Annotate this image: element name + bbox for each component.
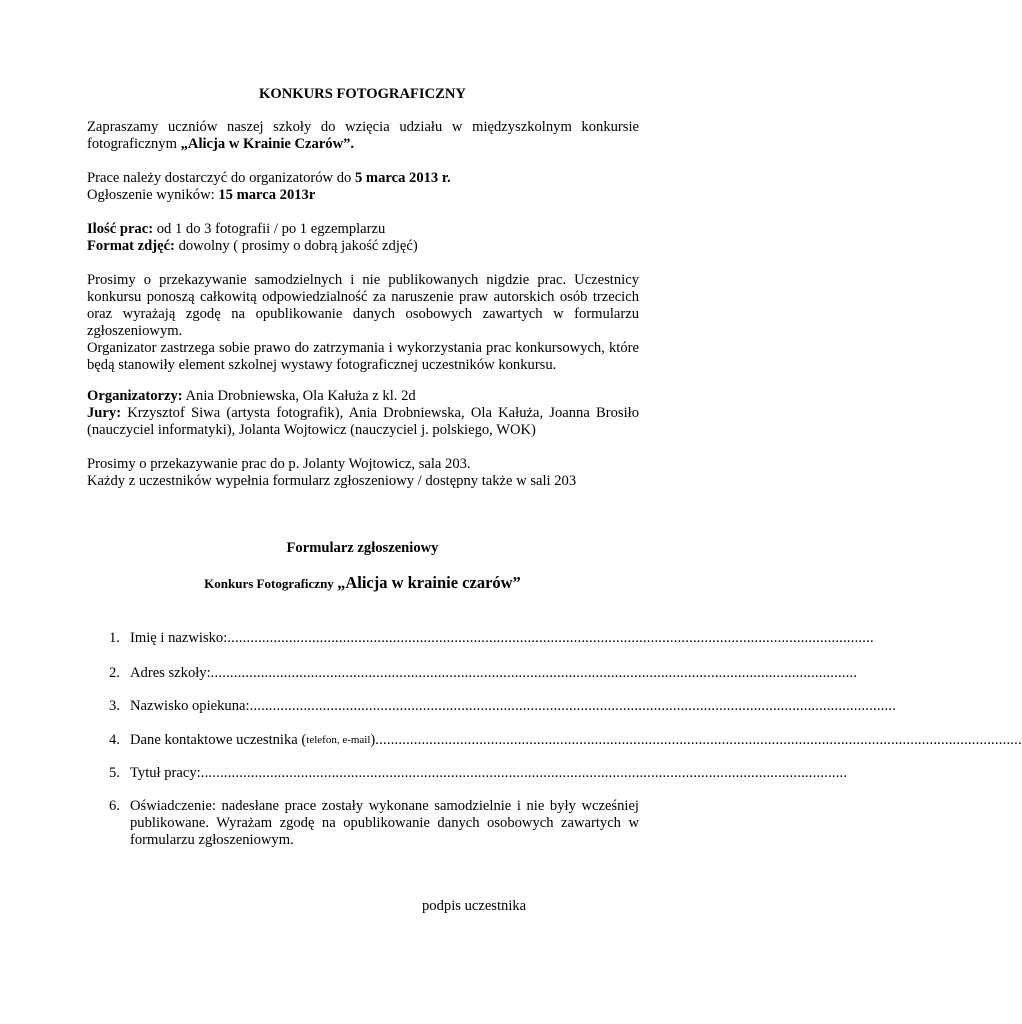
photo-format-line bbox=[87, 238, 639, 255]
submission-section bbox=[87, 456, 639, 490]
jury-label: Jury: bbox=[87, 405, 122, 421]
photo-format-value: dowolny ( prosimy o dobrą jakość zdjęć) bbox=[174, 238, 418, 254]
form-field-name[interactable] bbox=[109, 630, 874, 647]
works-count-line bbox=[87, 221, 639, 238]
field-label: Nazwisko opiekuna: bbox=[130, 698, 250, 714]
organizers-label: Organizatorzy: bbox=[87, 388, 183, 404]
photo-format-label: Format zdjęć: bbox=[87, 238, 175, 254]
dates-section bbox=[87, 170, 639, 204]
field-label: Imię i nazwisko: bbox=[130, 630, 228, 646]
field-label-hint: telefon, e-mail bbox=[306, 734, 371, 746]
rules-text: Prosimy o przekazywanie samodzielnych i nie publikowanych nigdzie prac. Uczestnicy konkursu ponoszą całkowitą odpowiedzialność za naruszenie praw autorskich osób trzecich oraz wyrażają zgodę na opublikowanie danych osobowych zawartych w formularzu zgłoszeniowym. bbox=[87, 272, 639, 339]
field-label: Dane kontaktowe uczestnika ( bbox=[130, 732, 307, 748]
deadline-text: Prace należy dostarczyć do organizatorów do bbox=[87, 170, 355, 186]
field-label-end: ) bbox=[370, 732, 376, 748]
jury-line bbox=[87, 405, 639, 439]
field-number: 1. bbox=[109, 630, 120, 646]
deadline-date: 5 marca 2013 r. bbox=[354, 170, 451, 186]
requirements-section bbox=[87, 221, 639, 255]
results-text: Ogłoszenie wyników: bbox=[87, 187, 219, 203]
statement-number: 6. bbox=[109, 798, 120, 814]
form-field-school-address[interactable] bbox=[109, 665, 858, 682]
jury-value: Krzysztof Siwa (artysta fotografik), Ania Drobniewska, Ola Kałuża, Joanna Brosiło (nauczyciel informatyki), Jolanta Wojtowicz (nauczyciel j. polskiego, WOK) bbox=[87, 405, 639, 438]
field-label: Tytuł pracy: bbox=[130, 765, 201, 781]
field-fill-line[interactable]: ........................................................................................................................................................................ bbox=[227, 630, 874, 646]
field-number: 4. bbox=[109, 732, 120, 748]
contest-name: „Alicja w Krainie Czarów”. bbox=[180, 136, 355, 152]
organizers-value: Ania Drobniewska, Ola Kałuża z kl. 2d bbox=[182, 388, 416, 404]
intro-text: Zapraszamy uczniów naszej szkoły do wzięcia udziału w międzyszkolnym konkursie fotograficznym bbox=[87, 119, 639, 152]
rights-text: Organizator zastrzega sobie prawo do zatrzymania i wykorzystania prac konkursowych, które będą stanowiły element szkolnej wystawy fotograficznej uczestników konkursu. bbox=[87, 340, 639, 373]
results-date: 15 marca 2013r bbox=[218, 187, 316, 203]
submission-line-2: Każdy z uczestników wypełnia formularz zgłoszeniowy / dostępny także w sali 203 bbox=[87, 473, 577, 489]
field-fill-line[interactable]: ........................................................................................................................................................................ bbox=[249, 698, 897, 714]
intro-paragraph bbox=[87, 119, 639, 153]
page-title: KONKURS FOTOGRAFICZNY bbox=[259, 86, 466, 102]
deadline-line bbox=[87, 170, 639, 187]
works-count-value: od 1 do 3 fotografii / po 1 egzemplarzu bbox=[153, 221, 386, 237]
works-count-label: Ilość prac: bbox=[87, 221, 154, 237]
people-section bbox=[87, 388, 639, 439]
results-line bbox=[87, 187, 639, 204]
field-number: 3. bbox=[109, 698, 120, 714]
form-field-work-title[interactable] bbox=[109, 765, 848, 782]
form-subtitle-prefix: Konkurs Fotograficzny bbox=[204, 576, 338, 591]
form-subtitle-name: „Alicja w krainie czarów” bbox=[337, 573, 521, 592]
form-field-contact[interactable] bbox=[109, 732, 1022, 749]
form-statement bbox=[109, 798, 639, 849]
field-number: 2. bbox=[109, 665, 120, 681]
form-field-supervisor[interactable] bbox=[109, 698, 897, 715]
field-fill-line[interactable]: ........................................................................................................................................................................ bbox=[210, 665, 858, 681]
field-number: 5. bbox=[109, 765, 120, 781]
field-fill-line[interactable]: ........................................................................................................................................................................ bbox=[375, 732, 1022, 748]
field-fill-line[interactable]: ........................................................................................................................................................................ bbox=[200, 765, 848, 781]
submission-line-1: Prosimy o przekazywanie prac do p. Jolanty Wojtowicz, sala 203. bbox=[87, 456, 471, 472]
form-title: Formularz zgłoszeniowy bbox=[286, 540, 439, 556]
organizers-line bbox=[87, 388, 639, 405]
field-label: Adres szkoły: bbox=[130, 665, 211, 681]
signature-label: podpis uczestnika bbox=[422, 898, 527, 914]
rules-paragraph bbox=[87, 272, 639, 374]
form-subtitle bbox=[0, 574, 725, 593]
statement-text: Oświadczenie: nadesłane prace zostały wykonane samodzielnie i nie były wcześniej publikowane. Wyrażam zgodę na opublikowanie danych osobowych zawartych w formularzu zgłoszeniowym. bbox=[130, 798, 639, 848]
